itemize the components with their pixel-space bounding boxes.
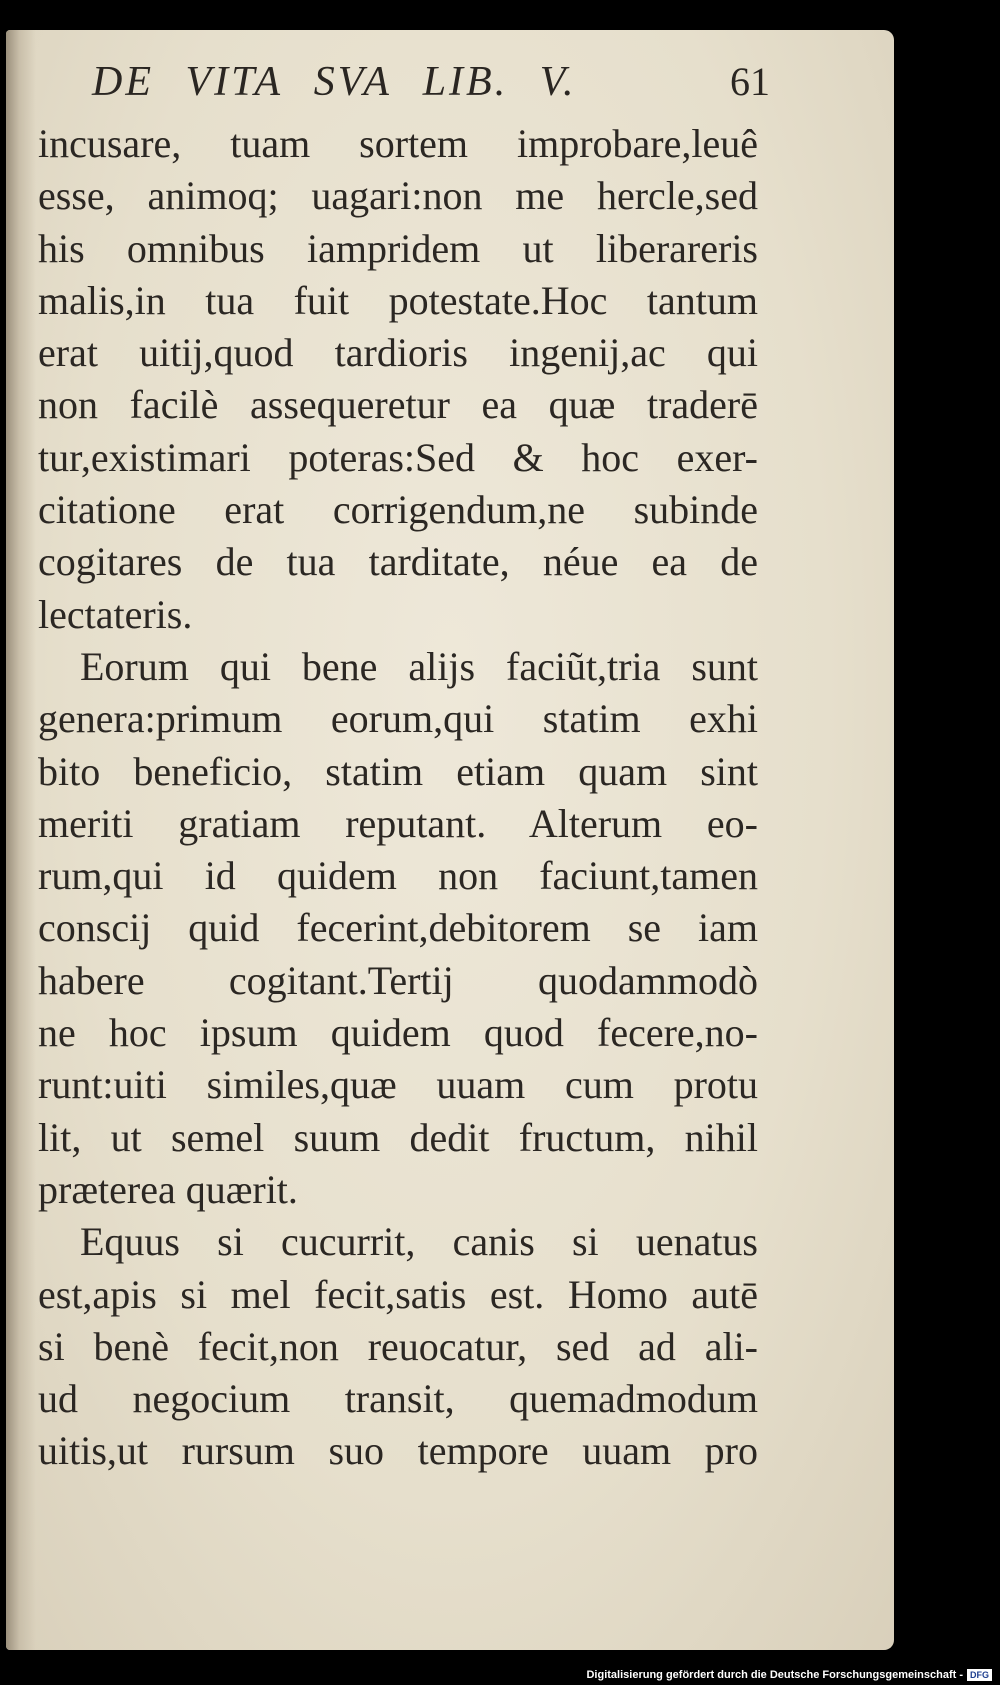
text-line: est,apis si mel fecit,satis est. Homo autē [38,1271,758,1317]
credit-text: Digitalisierung gefördert durch die Deutsche Forschungsgemeinschaft - [586,1669,963,1681]
body-text [38,118,758,1478]
paragraph-start-line: Equus si cucurrit, canis si uenatus [80,1219,758,1265]
text-line: cogitares de tua tarditate, néue ea de [38,539,758,585]
page-gutter-shadow [6,30,36,1650]
text-line: citatione erat corrigendum,ne subinde [38,487,758,533]
paragraph-start-line: Eorum qui bene alijs faciũt,tria sunt [80,643,758,689]
running-head [92,58,770,106]
text-line: ud negocium transit, quemadmodum [38,1376,758,1422]
text-line: erat uitij,quod tardioris ingenij,ac qui [38,330,758,376]
text-line: tur,existimari poteras:Sed & hoc exer- [38,434,758,480]
book-page [6,30,894,1650]
text-line: lit, ut semel suum dedit fructum, nihil [38,1114,758,1160]
text-line: præterea quærit. [38,1166,298,1212]
text-line: genera:primum eorum,qui statim exhi [38,696,758,742]
text-line: uitis,ut rursum suo tempore uuam pro [38,1428,758,1474]
digitization-credit [586,1669,992,1681]
text-line: meriti gratiam reputant. Alterum eo- [38,800,758,846]
text-line: incusare, tuam sortem improbare,leuê [38,121,758,166]
text-line: conscij quid fecerint,debitorem se iam [38,905,758,951]
text-line: runt:uiti similes,quæ uuam cum protu [38,1062,758,1108]
text-line: habere cogitant.Tertij quodammodò [38,957,758,1003]
running-head-title: DE VITA SVA LIB. V. [92,59,577,105]
text-line: malis,in tua fuit potestate.Hoc tantum [38,277,758,323]
text-line: ne hoc ipsum quidem quod fecere,no- [38,1010,758,1056]
dfg-logo: DFG [967,1669,992,1681]
text-line: lectateris. [38,591,193,637]
text-line: non facilè assequeretur ea quæ traderē [38,382,758,428]
text-line: his omnibus iampridem ut liberareris [38,225,758,271]
text-line: esse, animoq; uagari:non me hercle,sed [38,173,758,219]
text-line: rum,qui id quidem non faciunt,tamen [38,853,758,899]
text-line: si benè fecit,non reuocatur, sed ad ali- [38,1323,758,1369]
text-line: bito beneficio, statim etiam quam sint [38,748,758,794]
page-number: 61 [730,59,770,104]
